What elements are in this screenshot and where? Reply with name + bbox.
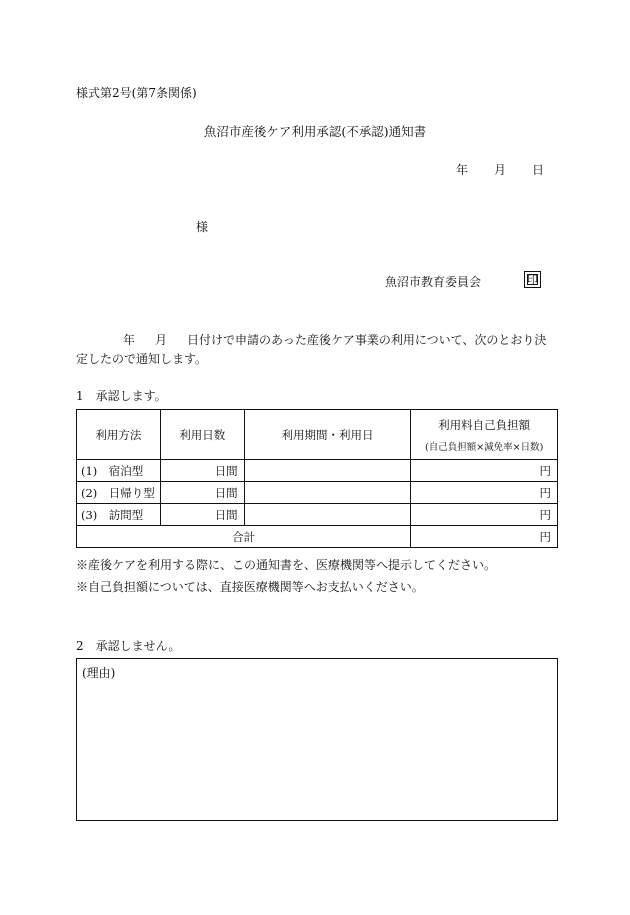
row-period[interactable] [244, 482, 411, 504]
table-row [77, 482, 558, 504]
approval-table [76, 409, 558, 548]
note-present: ※産後ケアを利用する際に、この通知書を、医療機関等へ提示してください。 [76, 558, 497, 572]
addressee-suffix: 様 [196, 220, 209, 234]
document-title: 魚沼市産後ケア利用承認(不承認)通知書 [203, 124, 427, 139]
header-method: 利用方法 [77, 410, 161, 460]
row-method: (1) 宿泊型 [77, 460, 161, 482]
row-fee[interactable]: 円 [411, 482, 558, 504]
table-total-row [77, 526, 558, 548]
section-reject-heading: 2 承認しません。 [76, 639, 181, 653]
reason-box[interactable] [76, 658, 558, 821]
table-header-row [77, 410, 558, 460]
date-year: 年 [456, 163, 469, 177]
section-approve-heading: 1 承認します。 [76, 389, 167, 403]
body-month: 月 [155, 333, 168, 347]
total-label: 合計 [77, 526, 411, 548]
header-fee-note: (自己負担額×減免率×日数) [424, 441, 544, 453]
body-line-1 [76, 331, 546, 348]
row-period[interactable] [244, 460, 411, 482]
date-day: 日 [532, 163, 545, 177]
table-row [77, 504, 558, 526]
table-row [77, 460, 558, 482]
header-fee-label: 利用料自己負担額 [438, 417, 531, 432]
row-days[interactable]: 日間 [160, 504, 244, 526]
row-period[interactable] [244, 504, 411, 526]
header-days: 利用日数 [160, 410, 244, 460]
body-year: 年 [123, 333, 136, 347]
body-line-2: 定したので通知します。 [76, 352, 208, 366]
form-number: 様式第2号(第7条関係) [76, 86, 197, 100]
row-days[interactable]: 日間 [160, 482, 244, 504]
seal-mark: 印 [524, 271, 541, 288]
reason-label: (理由) [82, 666, 116, 680]
body-text: 日付けで申請のあった産後ケア事業の利用について、次のとおり決 [187, 333, 547, 347]
date-month: 月 [494, 163, 507, 177]
note-payment: ※自己負担額については、直接医療機関等へお支払いください。 [76, 580, 424, 594]
row-fee[interactable]: 円 [411, 504, 558, 526]
row-method: (2) 日帰り型 [77, 482, 161, 504]
row-fee[interactable]: 円 [411, 460, 558, 482]
issue-date [456, 161, 544, 178]
header-fee [411, 410, 558, 460]
issuer-name: 魚沼市教育委員会 [385, 275, 482, 289]
total-fee[interactable]: 円 [411, 526, 558, 548]
row-days[interactable]: 日間 [160, 460, 244, 482]
header-period: 利用期間・利用日 [244, 410, 411, 460]
row-method: (3) 訪問型 [77, 504, 161, 526]
